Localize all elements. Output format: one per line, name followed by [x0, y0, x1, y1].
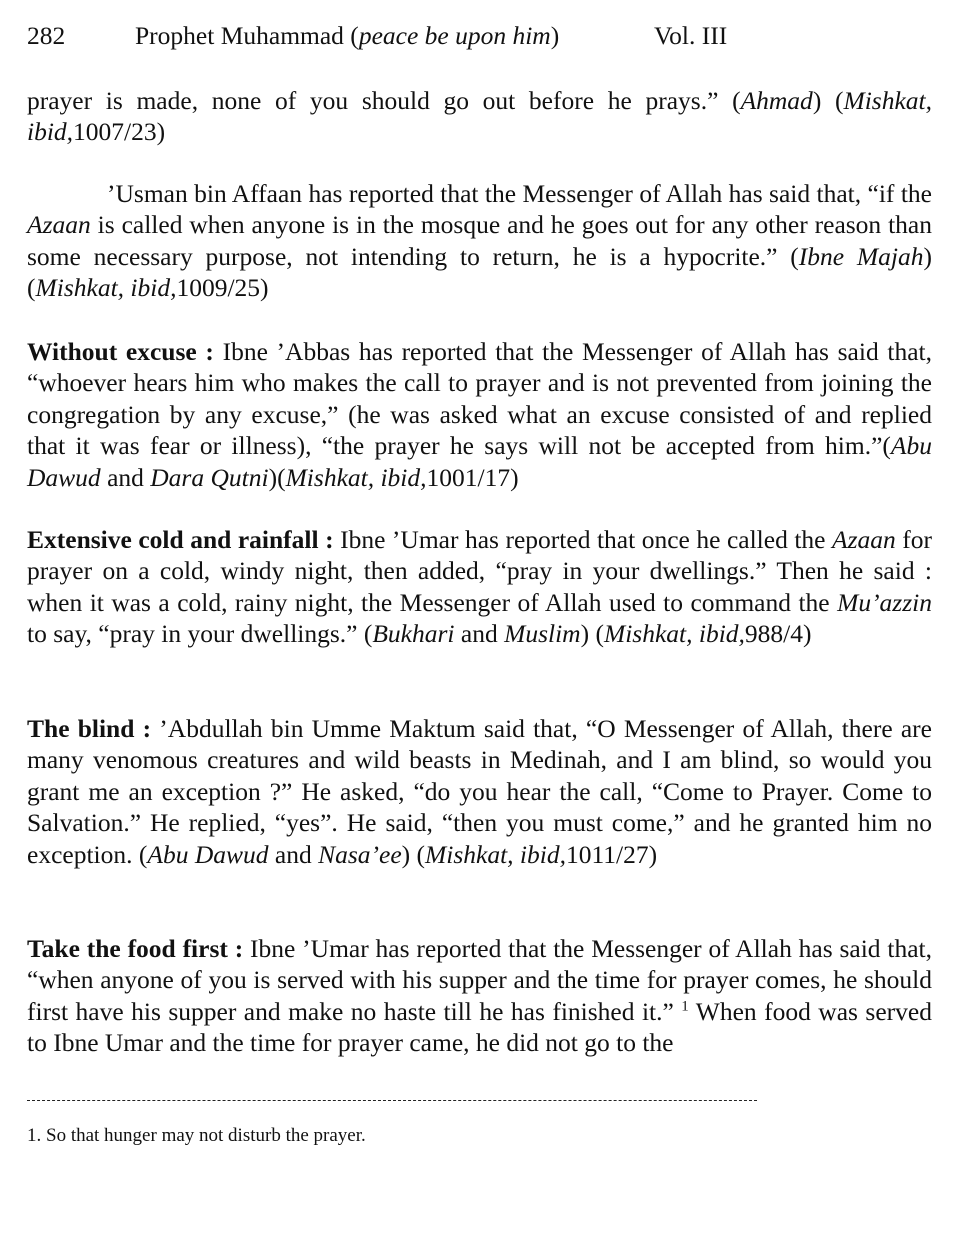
- text: ’Usman bin Affaan has reported that the Messenger of Allah has said that, “if the: [107, 179, 932, 208]
- section-heading: Extensive cold and rainfall :: [27, 525, 334, 554]
- text: Ibne ’Abbas has reported that the Messenger of Allah has said that, “whoever hears him who makes the call to prayer and is not prevented from joining the congregation by any excuse,” (he was asked what an excuse consisted of and replied that it was fear or illness), “the prayer he says will not be accepted from him.”(: [27, 337, 932, 461]
- reference: Bukhari: [372, 619, 455, 649]
- reference: Mishkat, ibid,: [285, 462, 427, 492]
- text: for prayer on a cold, windy night, then added, “pray in your dwellings.” Then he said : when it was a cold, rainy night, the Messenger of Allah used to command the: [27, 525, 932, 617]
- text: and: [454, 619, 505, 649]
- reference: Ahmad: [740, 86, 813, 115]
- reference: Mishkat, ibid,: [425, 839, 566, 869]
- text: When food was served to Ibne Umar and the time for prayer came, he did not go to the: [27, 996, 932, 1058]
- paragraph-cold-rainfall: [27, 524, 932, 650]
- reference: Abu Dawud: [147, 839, 269, 869]
- footnote: 1. So that hunger may not disturb the prayer.: [27, 1125, 366, 1146]
- reference: Ibne Majah: [798, 241, 924, 271]
- reference: Muslim: [504, 619, 581, 649]
- text: )(: [268, 462, 286, 492]
- text: ) (: [27, 241, 932, 303]
- section-heading: The blind :: [27, 714, 152, 743]
- text: ) (: [812, 86, 844, 115]
- text: and: [268, 839, 319, 869]
- text: ’Abdullah bin Umme Maktum said that, “O Messenger of Allah, there are many venomous creatures and wild beasts in Medinah, and I am blind, so would you grant me an exception ?” He asked, “do you hear the call, “Come to Prayer. Come to Salvation.” He replied, “yes”. He said, “then you must come,” and he granted him no exception. (: [27, 714, 932, 869]
- running-title-suffix: ): [550, 21, 560, 50]
- paragraph-food-first: [27, 933, 932, 1059]
- paragraph-the-blind: [27, 713, 932, 870]
- text: ) (: [401, 839, 425, 869]
- text: 988/4): [744, 619, 812, 649]
- reference: Abu Dawud: [27, 431, 932, 492]
- text: Ibne ’Umar has reported that the Messenger of Allah has said that, “when anyone of you is served with his supper and the time for prayer comes, he should first have his supper and make no haste till he has finished it.”: [27, 934, 932, 1026]
- text: to say, “pray in your dwellings.” (: [27, 619, 373, 649]
- term: Azaan: [27, 210, 91, 240]
- term: Mu’azzin: [837, 587, 932, 617]
- footnote-divider: [27, 1100, 757, 1101]
- paragraph-usman-hadith: [27, 178, 932, 304]
- volume-label: Vol. III: [654, 21, 728, 50]
- section-heading: Without excuse :: [27, 337, 214, 366]
- section-heading: Take the food first :: [27, 934, 244, 963]
- footnote-marker: 1: [681, 998, 689, 1015]
- page-header: [27, 20, 937, 54]
- reference: Nasa’ee: [318, 839, 402, 869]
- reference: Mishkat, ibid,: [603, 619, 745, 649]
- text: Ibne ’Umar has reported that once he called the: [333, 525, 832, 554]
- text: 1007/23): [73, 117, 166, 147]
- text: is called when anyone is in the mosque and he goes out for any other reason than some necessary purpose, not intending to return, he is a hypocrite.” (: [27, 210, 932, 271]
- text: 1011/27): [565, 839, 658, 869]
- reference: Dara Qutni: [150, 462, 269, 492]
- text: and: [100, 462, 151, 492]
- reference: Mishkat, ibid,: [35, 273, 177, 303]
- paragraph-without-excuse: [27, 336, 932, 493]
- running-title-prefix: Prophet Muhammad (: [135, 21, 359, 50]
- running-title: [135, 20, 559, 51]
- term: Azaan: [832, 525, 896, 554]
- page-number: 282: [27, 21, 66, 50]
- paragraph-ahmad-continuation: [27, 85, 932, 148]
- running-title-italic: peace be upon him: [358, 21, 551, 50]
- text: prayer is made, none of you should go out before he prays.” (: [27, 86, 741, 115]
- reference: Mishkat, ibid,: [27, 86, 933, 147]
- text: 1009/25): [176, 273, 269, 303]
- text: 1001/17): [426, 462, 519, 492]
- text: ) (: [580, 619, 604, 649]
